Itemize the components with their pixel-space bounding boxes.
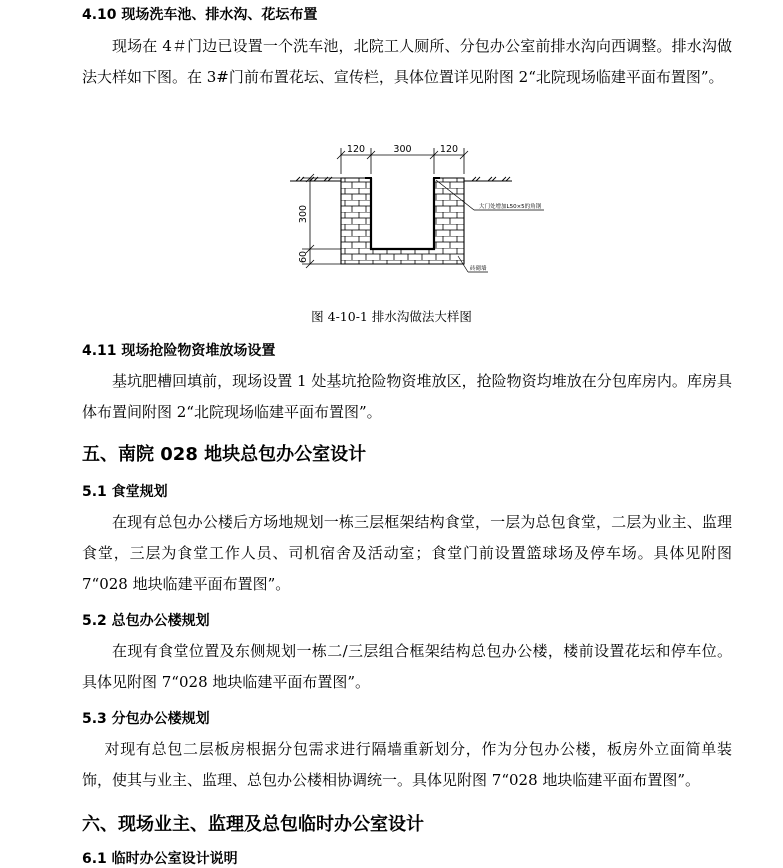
dim-left-base: 60 <box>298 250 309 264</box>
dim-left-depth: 300 <box>298 204 309 224</box>
section-5-3-body: 对现有总包二层板房根据分包需求进行隔墙重新划分，作为分包办公楼，板房外立面简单装饰，使其与业主、监理、总包办公楼相协调统一。具体见附图 7“028 地块临建平面布置图”。 <box>82 740 732 789</box>
chapter-5-heading: 五、南院 028 地块总包办公室设计 <box>82 444 367 465</box>
dim-top-left: 120 <box>346 144 366 155</box>
section-5-1-body: 在现有总包办公楼后方场地规划一栋三层框架结构食堂，一层为总包食堂，二层为业主、监理食堂，三层为食堂工作人员、司机宿舍及活动室；食堂门前设置篮球场及停车场。具体见附图 7“028 地块临建平面布置图”。 <box>82 513 732 593</box>
chapter-6-heading: 六、现场业主、监理及总包临时办公室设计 <box>82 814 424 835</box>
section-4-11-heading: 4.11 现场抢险物资堆放场设置 <box>82 343 276 359</box>
section-5-1-heading: 5.1 食堂规划 <box>82 484 168 500</box>
section-5-3-heading: 5.3 分包办公楼规划 <box>82 711 210 727</box>
dim-top-right: 120 <box>439 144 459 155</box>
dim-top-middle: 300 <box>393 144 412 155</box>
section-4-10-body: 现场在 4＃门边已设置一个洗车池，北院工人厕所、分包办公室前排水沟向西调整。排水沟做法大样如下图。在 3#门前布置花坛、宣传栏，具体位置详见附图 2“北院现场临建平面布置图”。 <box>82 37 732 86</box>
section-4-10-heading: 4.10 现场洗车池、排水沟、花坛布置 <box>82 7 318 23</box>
note-brick-wall: 砖砌墙 <box>470 266 487 272</box>
section-6-1-heading: 6.1 临时办公室设计说明 <box>82 851 238 867</box>
section-4-11-body: 基坑肥槽回填前，现场设置 1 处基坑抢险物资堆放区，抢险物资均堆放在分包库房内。库房具体布置间附图 2“北院现场临建平面布置图”。 <box>82 372 732 421</box>
note-angle-steel: 大门处增加L50×5的角钢 <box>479 204 542 210</box>
section-5-2-heading: 5.2 总包办公楼规划 <box>82 613 210 629</box>
section-5-2-body: 在现有食堂位置及东侧规划一栋二/三层组合框架结构总包办公楼，楼前设置花坛和停车位。具体见附图 7“028 地块临建平面布置图”。 <box>82 642 732 691</box>
drainage-ditch-detail-drawing <box>282 140 582 305</box>
figure-caption: 图 4-10-1 排水沟做法大样图 <box>311 309 472 324</box>
